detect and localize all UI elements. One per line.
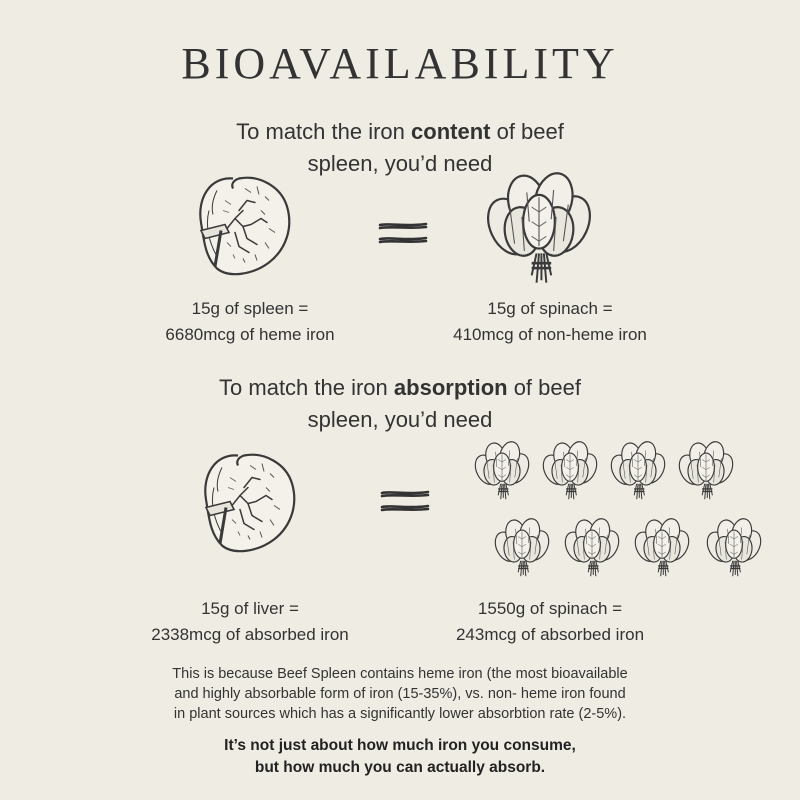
- section1-right-caption: 15g of spinach = 410mcg of non-heme iron: [453, 299, 647, 344]
- equals-sign-icon: [380, 486, 430, 516]
- spinach-bunch-icon: [478, 168, 600, 290]
- section1-heading-line2: spleen, you’d need: [307, 151, 493, 176]
- section2-left-caption: 15g of liver = 2338mcg of absorbed iron: [151, 599, 349, 644]
- key-message: It’s not just about how much iron you consume, but how much you can actually absorb.: [224, 737, 576, 776]
- section2-heading-line2: spleen, you’d need: [307, 407, 493, 432]
- section1-heading: To match the iron content of beef spleen, you’d need: [236, 119, 564, 176]
- page-title: BIOAVAILABILITY: [181, 39, 619, 88]
- spinach-bunch-icon: [630, 514, 694, 582]
- spinach-bunch-icon: [606, 438, 670, 504]
- spinach-bunch-icon: [470, 438, 534, 504]
- section2-heading-emphasis: absorption: [393, 375, 508, 400]
- explanation-paragraph: This is because Beef Spleen contains heme iron (the most bioavailable and highly absorbable form of iron (15-35%), vs. non- heme iron found in plant sources which has a significantly lower absorbtion rate (2-5%).: [172, 666, 628, 722]
- kidney-organ-icon: [195, 168, 295, 283]
- spinach-bunch-icon: [538, 438, 602, 504]
- spinach-bunch-icon: [702, 514, 766, 582]
- equals-sign-icon: [378, 218, 428, 248]
- section1-heading-emphasis: content: [411, 119, 491, 144]
- spinach-bunch-icon: [560, 514, 624, 582]
- kidney-organ-icon: [200, 440, 300, 565]
- spinach-bunch-icon: [674, 438, 738, 504]
- section2-heading: To match the iron absorption of beef spleen, you’d need: [219, 375, 581, 432]
- spinach-bunch-icon: [490, 514, 554, 582]
- section1-left-caption: 15g of spleen = 6680mcg of heme iron: [165, 299, 335, 344]
- section2-right-caption: 1550g of spinach = 243mcg of absorbed iron: [455, 599, 645, 644]
